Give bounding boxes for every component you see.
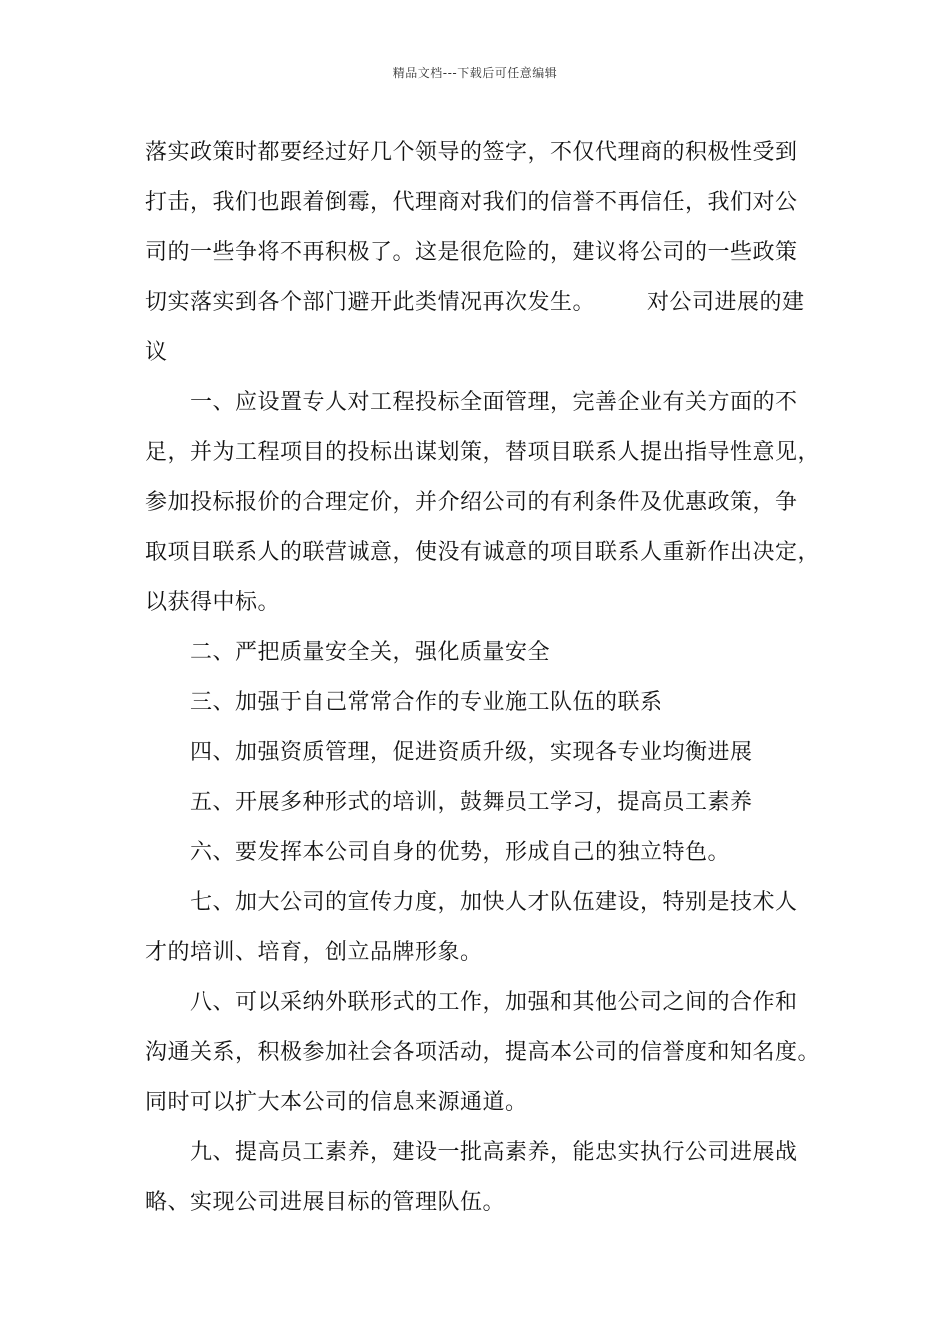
text-line: 四、加强资质管理，促进资质升级，实现各专业均衡进展 <box>190 740 753 765</box>
text-line: 二、严把质量安全关，强化质量安全 <box>190 640 551 665</box>
document-body <box>145 128 821 1228</box>
text-line: 打击，我们也跟着倒霉，代理商对我们的信誉不再信任，我们对公 <box>145 190 798 215</box>
text-line: 同时可以扩大本公司的信息来源通道。 <box>145 1090 528 1115</box>
text-line: 八、可以采纳外联形式的工作，加强和其他公司之间的合作和 <box>190 990 798 1015</box>
text-line <box>145 278 815 328</box>
text-line: 三、加强于自己常常合作的专业施工队伍的联系 <box>190 690 663 715</box>
text-line: 才的培训、培育，创立品牌形象。 <box>145 940 483 965</box>
text-line: 五、开展多种形式的培训，鼓舞员工学习，提高员工素养 <box>190 790 753 815</box>
text-line: 一、应设置专人对工程投标全面管理，完善企业有关方面的不 <box>190 390 798 415</box>
text-line: 议 <box>145 340 168 365</box>
text-line: 七、加大公司的宣传力度，加快人才队伍建设，特别是技术人 <box>190 890 798 915</box>
text-line: 参加投标报价的合理定价，并介绍公司的有利条件及优惠政策，争 <box>145 490 798 515</box>
text-line: 以获得中标。 <box>145 590 281 615</box>
text-line: 九、提高员工素养，建设一批高素养，能忠实执行公司进展战 <box>190 1140 798 1165</box>
text-line: 略、实现公司进展目标的管理队伍。 <box>145 1190 506 1215</box>
page-header: 精品文档---下载后可任意编辑 <box>392 66 558 80</box>
section-heading: 对公司进展的建 <box>647 290 805 315</box>
text-line: 落实政策时都要经过好几个领导的签字，不仅代理商的积极性受到 <box>145 140 798 165</box>
text-line: 足，并为工程项目的投标出谋划策，替项目联系人提出指导性意见， <box>145 440 821 465</box>
text-line: 沟通关系，积极参加社会各项活动，提高本公司的信誉度和知名度。 <box>145 1040 821 1065</box>
text-line: 取项目联系人的联营诚意，使没有诚意的项目联系人重新作出决定， <box>145 540 821 565</box>
text-line: 六、要发挥本公司自身的优势，形成自己的独立特色。 <box>190 840 731 865</box>
text-segment: 切实落实到各个部门避开此类情况再次发生。 <box>145 290 596 315</box>
text-line: 司的一些争将不再积极了。这是很危险的，建议将公司的一些政策 <box>145 240 798 265</box>
